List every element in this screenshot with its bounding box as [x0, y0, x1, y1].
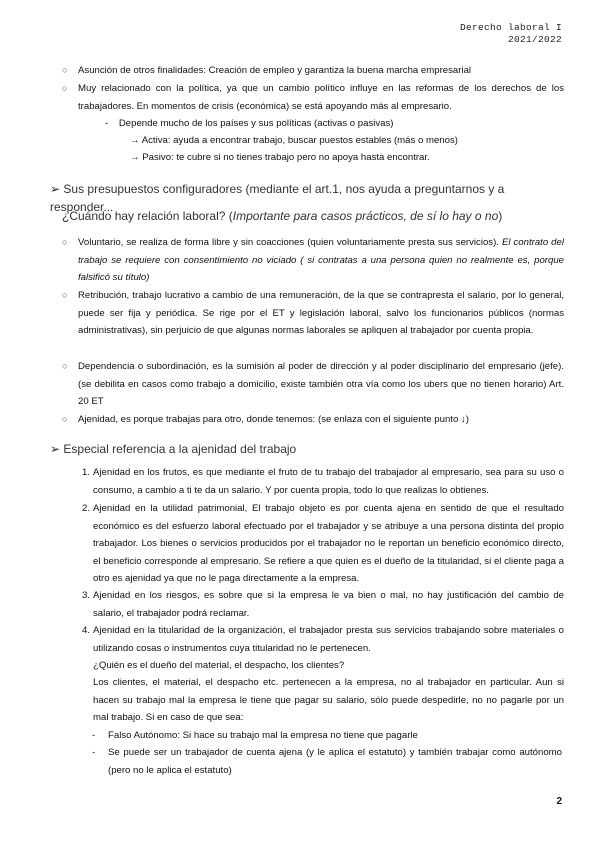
page-header [460, 22, 562, 46]
dash-bullet-icon: - [92, 747, 96, 758]
circle-bullet-icon: ○ [62, 290, 68, 300]
list-number: 1. [81, 467, 90, 478]
presupuesto-voluntario: ○ Voluntario, se realiza de forma libre y sin coacciones (quien voluntariamente presta sus servicios). El contrato del trabajo se requiere con consentimiento no viciado ( si contratas a una persona quien no realmente es, porque falsificó su título) [78, 234, 564, 287]
policy-dash-item: - Depende mucho de los países y sus políticas (activas o pasivas) [105, 118, 394, 129]
arrow-bullet-icon: ➢ [50, 442, 61, 456]
circle-bullet-icon: ○ [62, 65, 68, 75]
presupuesto-retribucion: ○ Retribución, trabajo lucrativo a cambio de una remuneración, de la que se contrapresta el salario, por lo general, puede ser fija y periódica. Se rige por el ET y legislación laboral, salvo los funcionarios públicos (normas administrativas), sin perjuicio de que algunas normas laborales se apliquen al trabajador por cuenta propia. [78, 287, 564, 340]
arrow-bullet-icon: ➢ [50, 182, 61, 196]
final-dash-item: - Falso Autónomo: Si hace su trabajo mal la empresa no tiene que pagarle [92, 727, 562, 745]
section-question: ¿Cuándo hay relación laboral? (Importante para casos prácticos, de sí lo hay o no) [62, 209, 503, 223]
circle-bullet-icon: ○ [62, 83, 68, 93]
presupuesto-dependencia: ○ Dependencia o subordinación, es la sumisión al poder de dirección y al poder disciplinario del empresario (jefe). (se debilita en casos como trabajo a domicilio, existe también otra vía como los ubers que no tienen horario) Art. 20 ET [78, 358, 564, 411]
list-number: 4. [81, 625, 90, 636]
item4-question: ¿Quién es el dueño del material, el despacho, los clientes? [93, 660, 345, 671]
ajenidad-riesgos: Ajenidad en los riesgos, es sobre que si la empresa le va bien o mal, no hay justificación del cambio de salario, el trabajador podrá reclamar. [93, 590, 564, 619]
dash-bullet-icon: - [92, 730, 96, 741]
section-heading: ➢ Especial referencia a la ajenidad del trabajo [50, 442, 297, 456]
ajenidad-frutos: Ajenidad en los frutos, es que mediante el fruto de tu trabajo del trabajador al empresario, sea para su uso o consumo, a cambio a ti te da un salario. Y por cuenta propia, todo lo que realizas lo obtienes. [93, 467, 564, 496]
item4-answer: Los clientes, el material, el despacho etc. pertenecen a la empresa, no al trabajador en particular. Aun si hacen su trabajo mal la empresa le tiene que pagar su salario, sólo puede despedirle, no no pagarle por un mal trabajo. Si en caso de que sea: [93, 677, 564, 723]
circle-bullet-icon: ○ [62, 361, 68, 371]
course-title: Derecho laboral I [459, 22, 562, 33]
ajenidad-titularidad: Ajenidad en la titularidad de la organización, el trabajador presta sus servicios trabajando sobre materiales o utilizando cosas o instrumentos cuya titularidad no le pertenecen. [93, 625, 564, 654]
section-heading: ➢ Sus presupuestos configuradores (mediante el art.1, nos ayuda a preguntarnos y a responder... [50, 182, 505, 214]
dash-bullet-icon: - [105, 118, 109, 129]
presupuesto-ajenidad: ○ Ajenidad, es porque trabajas para otro, donde tenemos: (se enlaza con el siguiente punto ↓) [78, 411, 564, 429]
policy-activa: → Activa: ayuda a encontrar trabajo, buscar puestos estables (más o menos) [130, 135, 458, 146]
ajenidad-utilidad: Ajenidad en la utilidad patrimonial, El trabajo objeto es por cuenta ajena en sentido de que el resultado económico es del esfuerzo laboral efectuado por el trabajador y se atribuye a una persona distinta del propio trabajador. Los bienes o servicios producidos por el trabajador no le reportan un beneficio económico directo, el beneficio corresponde al empresario. Se refiere a que quien es el dueño de la titularidad, si el cliente paga a otro es ajenidad ya que no le paga directamente a la empresa. [93, 503, 564, 584]
list-number: 3. [81, 590, 90, 601]
intro-bullet: ○ Muy relacionado con la política, ya que un cambio político influye en las reformas de los derechos de los trabajadores. En momentos de crisis (económica) se está apoyando más al empresario. [78, 80, 564, 115]
academic-year: 2021/2022 [507, 34, 562, 45]
list-number: 2. [81, 503, 90, 514]
intro-bullet: ○ Asunción de otros finalidades: Creación de empleo y garantiza la buena marcha empresarial [78, 62, 564, 80]
policy-pasiva: → Pasivo: te cubre si no tienes trabajo pero no apoya hasta encontrar. [130, 152, 430, 163]
final-dash-item: - Se puede ser un trabajador de cuenta ajena (y le aplica el estatuto) y también trabajar como autónomo (pero no le aplica el estatuto) [92, 744, 562, 779]
page-number: 2 [556, 796, 562, 807]
circle-bullet-icon: ○ [62, 414, 68, 424]
circle-bullet-icon: ○ [62, 237, 68, 247]
